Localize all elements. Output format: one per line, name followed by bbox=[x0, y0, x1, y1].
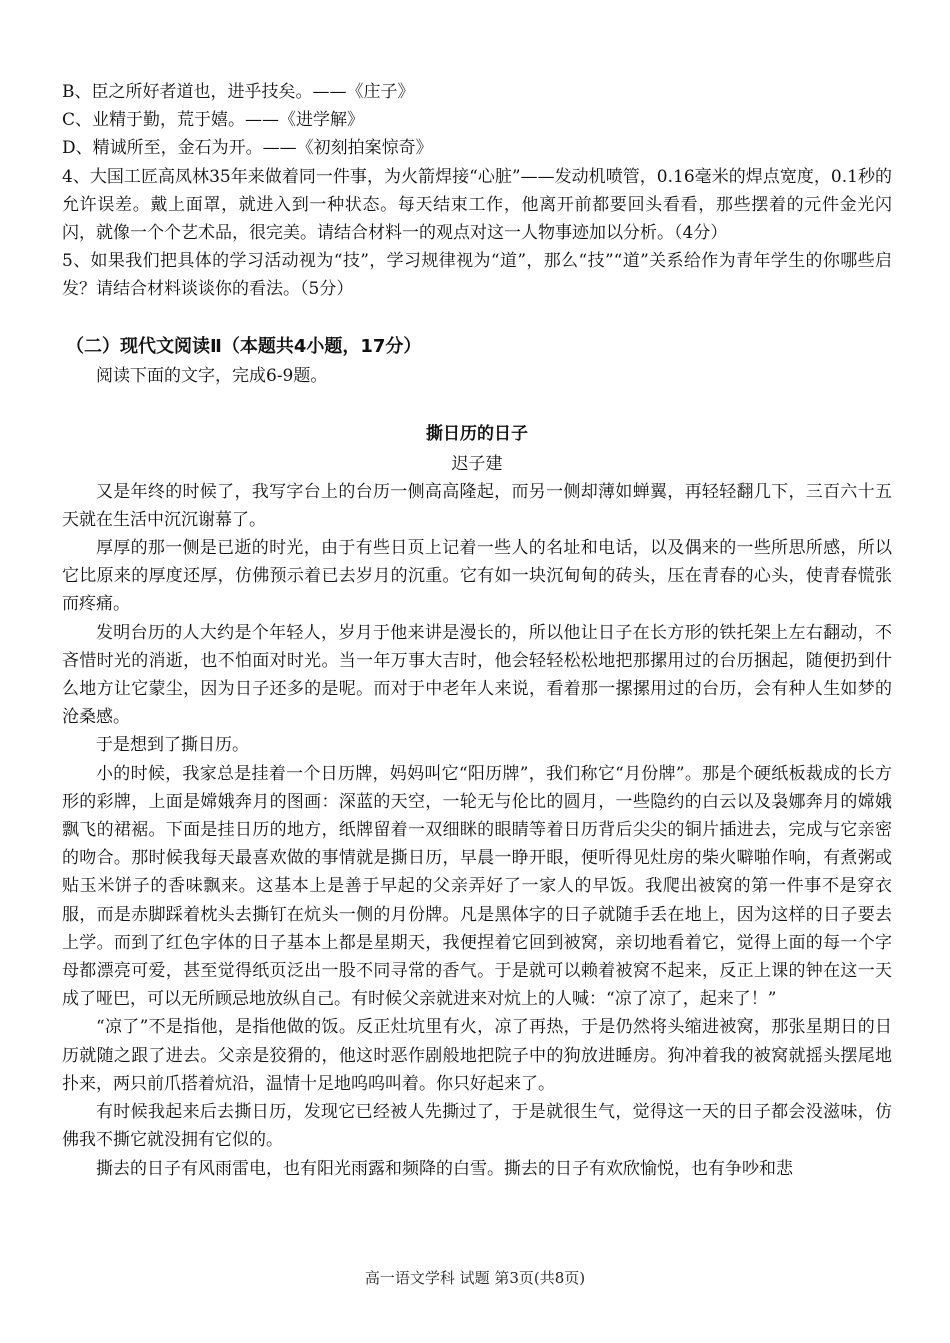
page-footer: 高一语文学科 试题 第3页(共8页) bbox=[364, 1269, 586, 1287]
quote-option-d: D、精诚所至，金石为开。——《初刻拍案惊奇》 bbox=[62, 138, 433, 159]
essay-paragraph: 撕去的日子有风雨雷电，也有阳光雨露和频降的白雪。撕去的日子有欢欣愉悦，也有争吵和悲 bbox=[96, 1158, 793, 1179]
question-5: 5、如果我们把具体的学习活动视为“技”，学习规律视为“道”，那么“技”“道”关系给作为青年学生的你哪些启发？请结合材料谈谈你的看法。（5分） bbox=[62, 251, 892, 300]
essay-paragraph: 小的时候，我家总是挂着一个日历牌，妈妈叫它“阳历牌”，我们称它“月份牌”。那是个硬纸板裁成的长方形的彩牌，上面是嫦娥奔月的图画：深蓝的天空，一轮无与伦比的圆月，一些隐约的白云以及袅娜奔月的嫦娥飘飞的裙裾。下面是挂日历的地方，纸牌留着一双细眯的眼睛等着日历背后尖尖的铜片插进去，完成与它亲密的吻合。那时候我每天最喜欢做的事情就是撕日历，早晨一睁开眼，便听得见灶房的柴火噼啪作响，有煮粥或贴玉米饼子的香味飘来。这基本上是善于早起的父亲弄好了一家人的早饭。我爬出被窝的第一件事不是穿衣服，而是赤脚踩着枕头去撕钉在炕头一侧的月份牌。凡是黑体字的日子就随手丢在地上，因为这样的日子要去上学。而到了红色字体的日子基本上都是星期天，我便捏着它回到被窝，亲切地看着它，觉得上面的每一个字母都漂亮可爱，甚至觉得纸页泛出一股不同寻常的香气。于是就可以赖着被窝不起来，反正上课的钟在这一天成了哑巴，可以无所顾忌地放纵自己。有时候父亲就进来对炕上的人喊：“凉了凉了，起来了！” bbox=[62, 763, 892, 1010]
essay-paragraph: 厚厚的那一侧是已逝的时光，由于有些日页上记着一些人的名址和电话，以及偶来的一些所思所感，所以它比原来的厚度还厚，仿佛预示着已去岁月的沉重。它有如一块沉甸甸的砖头，压在青春的心头，使青春慌张而疼痛。 bbox=[62, 538, 892, 615]
quote-option-b: B、臣之所好者道也，进乎技矣。——《庄子》 bbox=[62, 82, 415, 102]
question-4: 4、大国工匠高凤林35年来做着同一件事，为火箭焊接“心脏”——发动机喷管，0.16毫米的焊点宽度，0.1秒的允许误差。戴上面罩，就进入到一种状态。每天结束工作，他离开前都要回头看看，那些摆着的元件金光闪闪，就像一个个艺术品，很完美。请结合材料一的观点对这一人物事迹加以分析。（4分） bbox=[62, 166, 892, 244]
essay-paragraph: “凉了”不是指他，是指他做的饭。反正灶坑里有火，凉了再热，于是仍然将头缩进被窝，那张星期日的日历就随之跟了进去。父亲是狡猾的，他这时恶作剧般地把院子中的狗放进睡房。狗冲着我的被窝就摇头摆尾地扑来，两只前爪搭着炕沿，温情十足地呜呜叫着。你只好起来了。 bbox=[62, 1017, 892, 1094]
quote-option-c: C、业精于勤，荒于嬉。——《进学解》 bbox=[62, 110, 365, 131]
section-title: （二）现代文阅读Ⅱ（本题共4小题，17分） bbox=[66, 335, 422, 357]
essay-paragraph: 发明台历的人大约是个年轻人，岁月于他来讲是漫长的，所以他让日子在长方形的铁托架上左右翻动，不吝惜时光的消逝，也不怕面对时光。当一年万事大吉时，他会轻轻松松地把那摞用过的台历捆起，随便扔到什么地方让它蒙尘，因为日子还多的是呢。而对于中老年人来说，看着那一摞摞用过的台历，会有种人生如梦的沧桑感。 bbox=[62, 622, 892, 728]
essay-paragraph: 又是年终的时候了，我写字台上的台历一侧高高隆起，而另一侧却薄如蝉翼，再轻轻翻几下，三百六十五天就在生活中沉沉谢幕了。 bbox=[62, 481, 892, 530]
essay-author: 迟子建 bbox=[451, 453, 503, 474]
page-content bbox=[62, 78, 892, 1183]
essay-paragraph: 于是想到了撕日历。 bbox=[96, 735, 249, 756]
essay-paragraph: 有时候我起来后去撕日历，发现它已经被人先撕过了，于是就很生气，觉得这一天的日子都会没滋味，仿佛我不撕它就没拥有它似的。 bbox=[62, 1102, 892, 1151]
section-instruction: 阅读下面的文字，完成6-9题。 bbox=[96, 365, 328, 386]
essay-title: 撕日历的日子 bbox=[426, 423, 528, 444]
